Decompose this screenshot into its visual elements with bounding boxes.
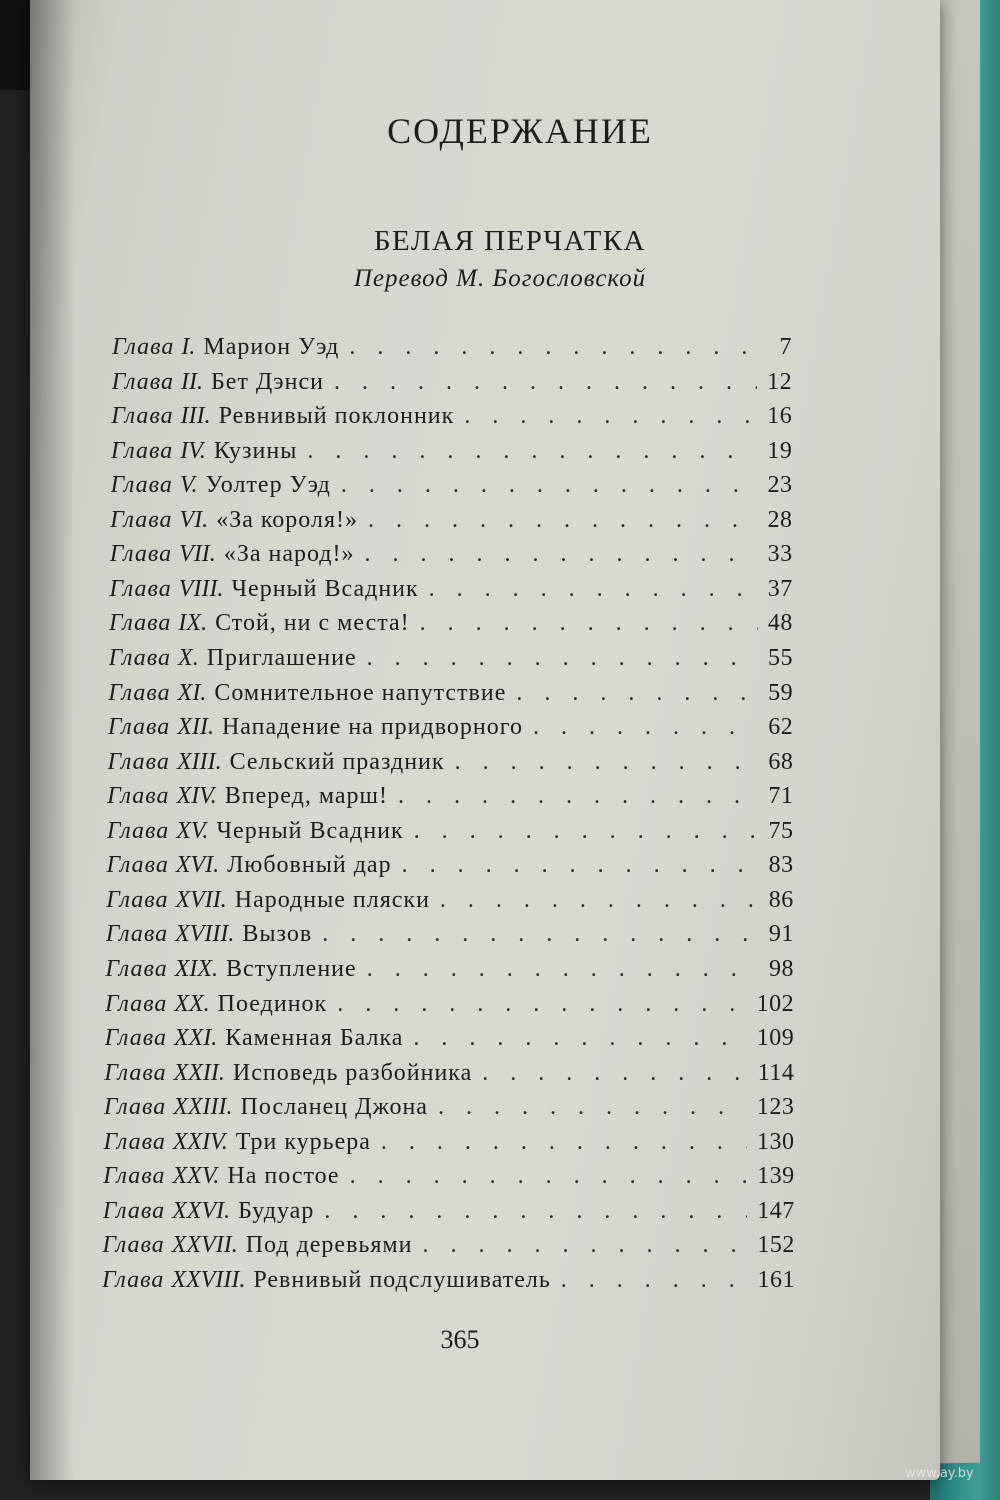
- toc-entry-label: [107, 816, 769, 846]
- chapter-number: V.: [179, 472, 198, 499]
- chapter-title: Исповедь разбойника: [232, 1059, 473, 1086]
- chapter-page-number: 91: [768, 921, 794, 948]
- toc-entry: [104, 1058, 794, 1088]
- toc-entry-label: [102, 1265, 758, 1295]
- chapter-word: Глава: [104, 990, 168, 1017]
- chapter-word: Глава: [106, 817, 170, 844]
- chapter-title: Любовный дар: [227, 852, 392, 879]
- chapter-number: XXVII.: [171, 1232, 238, 1259]
- chapter-word: Глава: [107, 714, 171, 741]
- chapter-number: XVIII.: [175, 921, 235, 948]
- toc-entry-label: [105, 1023, 757, 1053]
- dot-leader: [365, 539, 758, 569]
- toc-entry: [102, 1230, 795, 1260]
- chapter-word: Глава: [109, 610, 172, 637]
- chapter-word: Глава: [103, 1094, 167, 1121]
- toc-entry: [109, 643, 793, 673]
- dot-leader: [307, 436, 757, 466]
- dot-leader: [368, 505, 758, 535]
- toc-entry: [102, 1265, 795, 1295]
- chapter-word: Глава: [108, 645, 172, 671]
- chapter-word: Глава: [105, 921, 169, 948]
- toc-entry-label: [111, 401, 767, 431]
- toc-entry: [105, 989, 794, 1019]
- chapter-page-number: 16: [767, 403, 793, 430]
- chapter-number: XIX.: [174, 956, 219, 982]
- chapter-title: Кузины: [213, 437, 298, 464]
- chapter-title: Поединок: [217, 990, 328, 1017]
- dot-leader: [455, 747, 759, 777]
- toc-entry: [107, 816, 794, 846]
- chapter-number: X.: [178, 645, 199, 671]
- chapter-title: Нападение на придворного: [221, 714, 523, 741]
- chapter-page-number: 86: [768, 886, 794, 913]
- toc-entry: [106, 919, 794, 949]
- chapter-word: Глава: [109, 575, 172, 602]
- chapter-word: Глава: [104, 1025, 167, 1052]
- chapter-word: Глава: [106, 852, 169, 879]
- toc-entry-label: [104, 1058, 758, 1088]
- dot-leader: [341, 470, 758, 500]
- watermark: www.ay.by: [905, 1466, 974, 1481]
- chapter-word: Глава: [110, 506, 173, 533]
- chapter-title: Вызов: [242, 921, 313, 948]
- toc-entry: [111, 401, 792, 431]
- toc-entry: [108, 747, 794, 777]
- chapter-page-number: 114: [757, 1059, 795, 1086]
- toc-entry: [104, 1092, 795, 1122]
- chapter-title: Три курьера: [235, 1128, 371, 1155]
- chapter-title: Марион Уэд: [203, 334, 340, 360]
- toc-entry: [103, 1161, 795, 1191]
- chapter-word: Глава: [103, 1163, 166, 1190]
- chapter-word: Глава: [112, 334, 175, 360]
- chapter-page-number: 48: [767, 610, 793, 637]
- toc-entry: [111, 470, 793, 500]
- dot-leader: [334, 367, 757, 397]
- toc-entry: [103, 1196, 795, 1226]
- toc-entry-label: [110, 539, 768, 569]
- toc-entry-label: [107, 781, 768, 811]
- toc-entry-label: [105, 954, 769, 984]
- chapter-title: Под деревьями: [245, 1232, 413, 1259]
- chapter-page-number: 33: [767, 541, 793, 568]
- dot-leader: [367, 643, 758, 673]
- chapter-number: XIII.: [176, 748, 222, 775]
- toc-entry-label: [105, 989, 757, 1019]
- toc-entry-label: [108, 678, 768, 708]
- chapter-word: Глава: [111, 368, 175, 395]
- chapter-page-number: 62: [768, 714, 794, 741]
- chapter-number: XXVIII.: [171, 1267, 246, 1293]
- chapter-number: VIII.: [178, 575, 224, 602]
- toc-entry-label: [106, 919, 769, 949]
- chapter-number: XII.: [177, 714, 214, 741]
- chapter-number: II.: [181, 368, 203, 395]
- toc-entry-label: [110, 505, 767, 535]
- page-number: 365: [440, 1325, 480, 1354]
- dot-leader: [402, 850, 759, 880]
- chapter-page-number: 59: [768, 679, 794, 706]
- dot-leader: [350, 1161, 748, 1191]
- chapter-title: Сомнительное напутствие: [214, 679, 507, 706]
- toc-entry-label: [112, 332, 780, 362]
- chapter-number: XXII.: [173, 1059, 225, 1086]
- chapter-page-number: 71: [768, 783, 794, 810]
- toc-entry: [109, 574, 792, 604]
- chapter-page-number: 68: [768, 748, 794, 775]
- chapter-page-number: 23: [767, 472, 793, 499]
- toc-entry-label: [106, 850, 768, 880]
- chapter-number: XV.: [176, 817, 209, 844]
- dot-leader: [322, 919, 759, 949]
- toc-entry-label: [106, 885, 769, 915]
- toc-entry-label: [103, 1127, 757, 1157]
- chapter-title: Будуар: [238, 1197, 315, 1224]
- toc-entry: [105, 954, 794, 984]
- chapter-page-number: 28: [767, 506, 793, 533]
- chapter-word: Глава: [102, 1197, 166, 1224]
- toc-entry: [107, 781, 793, 811]
- chapter-word: Глава: [110, 472, 173, 499]
- translator-credit: Перевод М. Богословской: [353, 265, 647, 292]
- dot-leader: [516, 678, 758, 708]
- chapter-title: Черный Всадник: [231, 575, 419, 602]
- toc-entry: [106, 885, 794, 915]
- chapter-page-number: 98: [768, 956, 794, 982]
- dot-leader: [464, 401, 757, 431]
- chapter-page-number: 37: [767, 575, 793, 602]
- chapter-title: Ревнивый подслушиватель: [253, 1267, 551, 1293]
- chapter-word: Глава: [108, 679, 171, 706]
- chapter-page-number: 75: [768, 817, 794, 844]
- chapter-number: XXI.: [173, 1025, 218, 1052]
- dot-leader: [429, 574, 758, 604]
- dot-leader: [414, 816, 759, 846]
- toc-entry-label: [109, 574, 767, 604]
- chapter-title: Бет Дэнси: [211, 368, 324, 395]
- dot-leader: [349, 332, 769, 362]
- chapter-number: XX.: [174, 990, 210, 1017]
- dot-leader: [324, 1196, 747, 1226]
- toc-entry: [112, 332, 792, 362]
- chapter-title: Вперед, марш!: [224, 783, 388, 810]
- dot-leader: [440, 885, 759, 915]
- chapter-number: IV.: [180, 437, 206, 464]
- chapter-page-number: 161: [757, 1267, 795, 1293]
- dot-leader: [367, 954, 759, 984]
- chapter-page-number: 83: [768, 852, 794, 879]
- chapter-number: XXIII.: [173, 1094, 233, 1121]
- chapter-page-number: 19: [767, 437, 793, 464]
- toc-entry-label: [108, 712, 768, 742]
- toc-entry-label: [104, 1092, 757, 1122]
- dot-leader: [413, 1023, 746, 1053]
- chapter-word: Глава: [105, 956, 168, 982]
- dot-leader: [381, 1127, 747, 1157]
- dot-leader: [482, 1058, 747, 1088]
- chapter-title: Ревнивый поклонник: [218, 403, 455, 430]
- chapter-title: Сельский праздник: [229, 748, 445, 775]
- chapter-page-number: 109: [756, 1025, 795, 1052]
- toc-entry: [105, 1023, 795, 1053]
- work-title: БЕЛАЯ ПЕРЧАТКА: [373, 225, 647, 257]
- chapter-number: XXIV.: [172, 1128, 228, 1155]
- toc-entry-label: [103, 1196, 758, 1226]
- dot-leader: [337, 989, 746, 1019]
- chapter-number: XI.: [177, 679, 207, 706]
- chapter-page-number: 12: [767, 368, 793, 395]
- chapter-title: Посланец Джона: [240, 1094, 428, 1121]
- chapter-number: XIV.: [176, 783, 217, 810]
- chapter-number: VI.: [179, 506, 209, 533]
- chapter-word: Глава: [107, 783, 170, 810]
- chapter-page-number: 147: [757, 1197, 795, 1224]
- chapter-title: Народные пляски: [234, 886, 430, 913]
- toc-entry: [110, 505, 792, 535]
- toc-entry: [106, 850, 793, 880]
- dot-leader: [561, 1265, 748, 1295]
- chapter-page-number: 130: [757, 1128, 795, 1155]
- chapter-page-number: 152: [757, 1232, 795, 1259]
- toc-entry: [111, 436, 792, 466]
- chapter-title: Вступление: [226, 956, 357, 982]
- chapter-word: Глава: [109, 541, 173, 568]
- chapter-title: «За короля!»: [216, 506, 358, 533]
- chapter-number: XVII.: [175, 886, 227, 913]
- chapter-title: На постое: [227, 1163, 340, 1190]
- toc-entry: [108, 712, 793, 742]
- toc-entry-label: [103, 1161, 757, 1191]
- chapter-title: Стой, ни с места!: [215, 610, 410, 637]
- dot-leader: [398, 781, 758, 811]
- dot-leader: [422, 1230, 747, 1260]
- chapter-number: XVI.: [175, 852, 220, 879]
- chapter-number: XXVI.: [172, 1197, 231, 1224]
- chapter-word: Глава: [111, 403, 174, 430]
- toc-entry-label: [109, 608, 768, 638]
- chapter-word: Глава: [106, 886, 169, 913]
- chapter-page-number: 7: [779, 334, 792, 360]
- toc-entry: [110, 539, 793, 569]
- chapter-title: Приглашение: [206, 645, 357, 671]
- contents-heading: СОДЕРЖАНИЕ: [387, 111, 653, 151]
- chapter-title: Каменная Балка: [225, 1025, 404, 1052]
- chapter-word: Глава: [110, 437, 174, 464]
- chapter-number: I.: [181, 334, 196, 360]
- chapter-page-number: 123: [756, 1094, 795, 1121]
- chapter-word: Глава: [103, 1128, 166, 1155]
- toc-entry-label: [112, 367, 767, 397]
- chapter-number: XXV.: [172, 1163, 220, 1190]
- dot-leader: [438, 1092, 747, 1122]
- toc-entry: [109, 608, 793, 638]
- toc-entry: [108, 678, 793, 708]
- toc-entry-label: [111, 436, 767, 466]
- toc-entry: [103, 1127, 794, 1157]
- chapter-word: Глава: [102, 1267, 165, 1293]
- chapter-page-number: 102: [756, 990, 795, 1017]
- toc-entry: [112, 367, 792, 397]
- chapter-word: Глава: [102, 1232, 165, 1259]
- chapter-title: Черный Всадник: [216, 817, 404, 844]
- dot-leader: [420, 608, 758, 638]
- chapter-word: Глава: [104, 1059, 167, 1086]
- chapter-word: Глава: [107, 748, 170, 775]
- chapter-number: VII.: [179, 541, 216, 568]
- chapter-number: IX.: [178, 610, 208, 637]
- chapter-number: III.: [180, 403, 211, 430]
- chapter-title: «За народ!»: [223, 541, 355, 568]
- toc-entry-label: [111, 470, 768, 500]
- toc-entry-label: [108, 747, 769, 777]
- chapter-page-number: 139: [757, 1163, 795, 1190]
- dot-leader: [533, 712, 758, 742]
- toc-entry-label: [109, 643, 768, 673]
- chapter-page-number: 55: [767, 645, 793, 671]
- toc-entry-label: [102, 1230, 757, 1260]
- chapter-title: Уолтер Уэд: [205, 472, 331, 499]
